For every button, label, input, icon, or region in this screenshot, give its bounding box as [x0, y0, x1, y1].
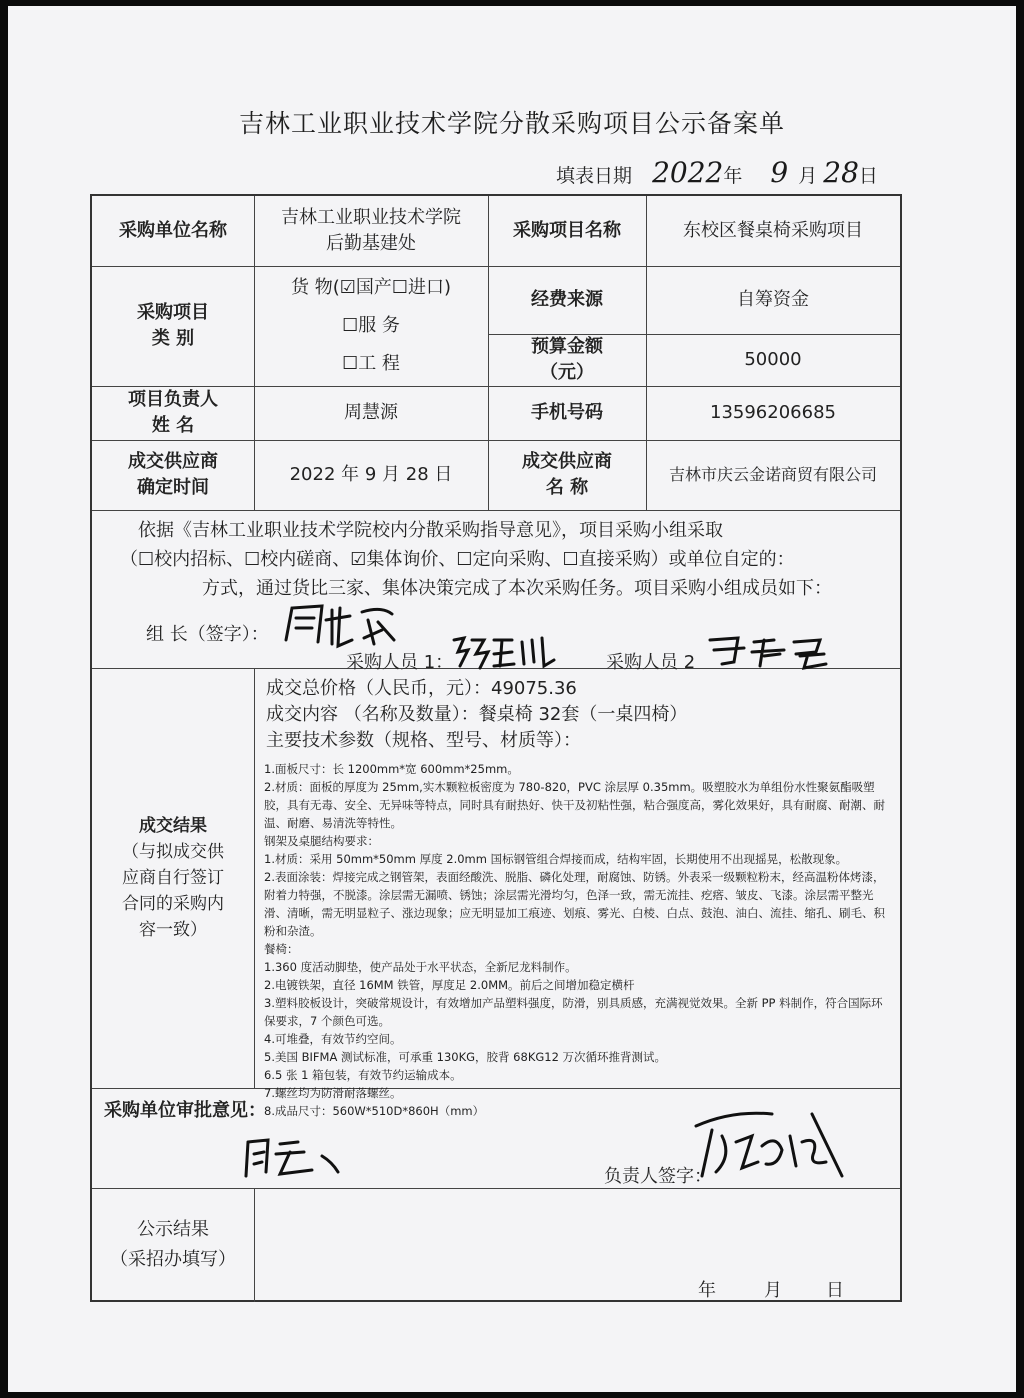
basis-line2: （☐校内招标、☐校内磋商、☑集体询价、☐定向采购、☐直接采购）或单位自定的：: [120, 549, 795, 570]
budget-amount: 50000: [744, 349, 802, 370]
phone-number: 13596206685: [710, 402, 836, 423]
publicity-day: 日: [826, 1280, 844, 1301]
detail-line: 8.成品尺寸：560W*510D*860H（mm）: [264, 1104, 485, 1118]
label-budget-line2: （元）: [540, 362, 594, 383]
label-purchasing-unit: 采购单位名称: [119, 220, 227, 241]
label-phone: 手机号码: [531, 402, 603, 423]
supplier-time: 2022 年 9 月 28 日: [289, 464, 453, 485]
label-budget-line1: 预算金额: [531, 336, 603, 357]
label-leader-line1: 项目负责人: [128, 389, 218, 410]
fill-date-label: 填表日期: [556, 165, 633, 187]
detail-line: 2.表面涂装：焊接完成之钢管架，表面经酸洗、脱脂、磷化处理，耐腐蚀、防锈。外表采一级颗粒粉末，经高温粉体烤漆，附着力特强，不脱漆。涂层需无漏喷、锈蚀；涂层需光滑均匀，色泽一致，需无流挂、疙瘩、皱皮、飞漆。涂层需平整光滑、清晰，需无明显粒子、涨边现象；应无明显加工痕迹、划痕、雾光、白棱、白点、鼓泡、油白、流挂、缩孔、刷毛、积粉和杂渣。: [264, 870, 885, 938]
detail-line: 3.塑料胶板设计，突破常规设计，有效增加产品塑料强度，防滑，别具质感，充满视觉效果。全新 PP 料制作，符合国际环保要求，7 个颜色可选。: [264, 996, 883, 1028]
signer-signature: [692, 1106, 852, 1186]
project-category: [254, 266, 488, 386]
group-leader-label: 组 长（签字）：: [146, 624, 269, 645]
detail-line: 1.面板尺寸：长 1200mm*宽 600mm*25mm。: [264, 762, 519, 776]
result-label: [92, 668, 254, 1088]
form-table: [90, 194, 902, 1302]
fill-date-month: 9: [770, 156, 789, 189]
label-supplier-name: [488, 440, 646, 510]
document-title: 吉林工业职业技术学院分散采购项目公示备案单: [238, 109, 785, 138]
basis-line3: 方式，通过货比三家、集体决策完成了本次采购任务。项目采购小组成员如下：: [202, 578, 832, 599]
project-leader: 周慧源: [344, 402, 398, 423]
fill-date-day: 28: [823, 156, 859, 189]
publicity-month: 月: [764, 1280, 782, 1301]
publicity-year: 年: [698, 1280, 716, 1301]
detail-line: 餐椅：: [264, 942, 299, 956]
label-project-category: [92, 266, 254, 386]
label-budget: [488, 334, 646, 386]
detail-line: 2.电镀铁架，直径 16MM 铁管，厚度足 2.0MM。前后之间增加稳定横杆: [264, 978, 635, 992]
tech-details: [264, 760, 894, 1120]
label-project-leader: [92, 386, 254, 440]
publicity-label-line2: （采招办填写）: [110, 1249, 236, 1270]
detail-line: 4.可堆叠，有效节约空间。: [264, 1032, 402, 1046]
fill-date: [556, 156, 878, 189]
buyer2-label: 采购人员 2: [606, 652, 696, 673]
purchasing-unit-line2: 后勤基建处: [326, 233, 416, 254]
detail-line: 7.螺丝均为防滑耐落螺丝。: [264, 1086, 402, 1100]
detail-line: 5.美国 BIFMA 测试标准，可承重 130KG，胶背 68KG12 万次循环推背测试。: [264, 1050, 667, 1064]
buyer2-signature: [704, 632, 834, 672]
project-name: 东校区餐桌椅采购项目: [683, 220, 863, 241]
result-label-line3: 应商自行签订: [122, 868, 224, 888]
label-leader-line2: 姓 名: [151, 415, 195, 436]
deal-content: 成交内容 （名称及数量）：餐桌椅 32套（一桌四椅）: [266, 704, 688, 725]
detail-line: 钢架及桌腿结构要求：: [264, 834, 379, 848]
result-label-line2: （与拟成交供: [122, 842, 224, 862]
day-unit: 日: [858, 165, 878, 187]
total-price: 成交总价格（人民币，元）：49075.36: [266, 678, 577, 699]
label-category-line1: 采购项目: [137, 302, 209, 323]
label-time-line2: 确定时间: [137, 477, 209, 498]
funds-source: 自筹资金: [737, 289, 809, 310]
buyer1-signature: [450, 632, 560, 672]
detail-line: 6.5 张 1 箱包装，有效节约运输成本。: [264, 1068, 462, 1082]
purchasing-unit-line1: 吉林工业职业技术学院: [281, 207, 461, 228]
result-label-line1: 成交结果: [139, 816, 207, 836]
signer-label: 负责人签字：: [604, 1166, 712, 1187]
category-service: ☐服 务: [342, 315, 400, 336]
label-funds-source: 经费来源: [531, 289, 603, 310]
tech-title: 主要技术参数（规格、型号、材质等）：: [266, 730, 581, 751]
basis-line1: 依据《吉林工业职业技术学院校内分散采购指导意见》，项目采购小组采取: [138, 520, 723, 541]
label-project-name: 采购项目名称: [513, 220, 621, 241]
month-unit: 月: [798, 165, 818, 187]
supplier-name: 吉林市庆云金诺商贸有限公司: [668, 465, 877, 484]
result-label-line5: 容一致）: [139, 920, 207, 940]
detail-line: 1.360 度活动脚垫，使产品处于水平状态，全新尼龙料制作。: [264, 960, 577, 974]
label-supplier-line2: 名 称: [545, 477, 589, 498]
publicity-label-line1: 公示结果: [137, 1219, 209, 1240]
label-time-line1: 成交供应商: [128, 451, 218, 472]
label-category-line2: 类 别: [151, 328, 195, 349]
detail-line: 1.材质：采用 50mm*50mm 厚度 2.0mm 国标钢管组合焊接而成，结构牢固，长期使用不出现摇晃，松散现象。: [264, 852, 848, 866]
year-unit: 年: [723, 165, 743, 187]
group-leader-signature: [282, 600, 402, 650]
approval-opinion-signature: [242, 1132, 342, 1182]
document-page: [8, 6, 1016, 1392]
category-engineering: ☐工 程: [342, 353, 400, 374]
detail-line: 2.材质：面板的厚度为 25mm,实木颗粒板密度为 780-820，PVC 涂层厚 0.35mm。吸塑胶水为单组份水性聚氨酯吸塑胶，具有无毒、安全、无异味等特点，同时具有耐热好、快干及初粘性强，粘合强度高，雾化效果好，具有耐腐、耐潮、耐温、耐磨、易清洗等特性。: [264, 780, 885, 830]
label-supplier-time: [92, 440, 254, 510]
approval-label: 采购单位审批意见：: [104, 1100, 266, 1121]
fill-date-year: 2022: [652, 156, 724, 189]
purchasing-unit: [254, 196, 488, 266]
buyer1-label: 采购人员 1：: [346, 652, 454, 673]
label-supplier-line1: 成交供应商: [522, 451, 612, 472]
publicity-label: [92, 1188, 254, 1302]
result-label-line4: 合同的采购内: [122, 894, 224, 914]
category-goods: 货 物(☑国产☐进口): [290, 277, 452, 298]
